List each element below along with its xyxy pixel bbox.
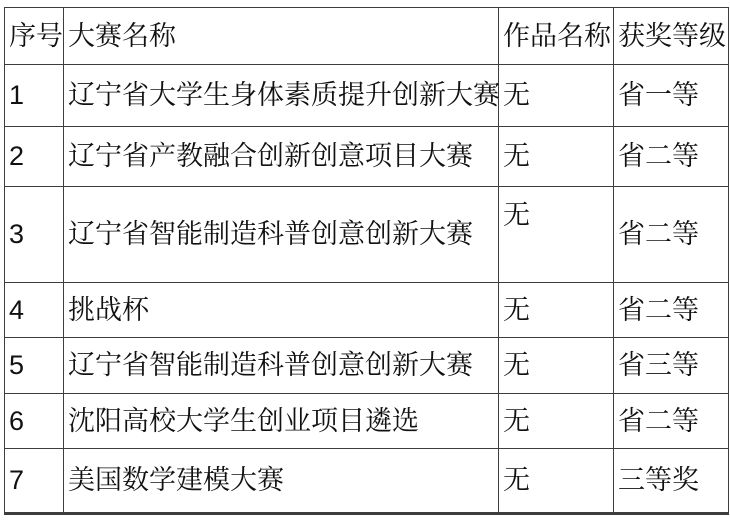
cell-work-name: 无 bbox=[499, 127, 614, 187]
cell-competition-name: 辽宁省产教融合创新创意项目大赛 bbox=[64, 127, 499, 187]
cell-competition-name: 辽宁省智能制造科普创意创新大赛 bbox=[64, 187, 499, 283]
table-row bbox=[5, 187, 729, 283]
header-award-level: 获奖等级 bbox=[614, 8, 729, 65]
cell-work-name: 无 bbox=[499, 283, 614, 338]
cell-competition-name: 辽宁省大学生身体素质提升创新大赛 bbox=[64, 65, 499, 127]
cell-index: 5 bbox=[5, 338, 64, 394]
table-header bbox=[5, 8, 729, 65]
cell-index: 2 bbox=[5, 127, 64, 187]
header-index: 序号 bbox=[5, 8, 64, 65]
table-row bbox=[5, 127, 729, 187]
cell-work-name: 无 bbox=[499, 338, 614, 394]
cell-competition-name: 挑战杯 bbox=[64, 283, 499, 338]
awards-table bbox=[4, 7, 729, 515]
cell-award-level: 省二等 bbox=[614, 394, 729, 449]
cell-index: 3 bbox=[5, 187, 64, 283]
cell-index: 7 bbox=[5, 449, 64, 514]
cell-award-level: 省一等 bbox=[614, 65, 729, 127]
cell-competition-name: 辽宁省智能制造科普创意创新大赛 bbox=[64, 338, 499, 394]
header-row bbox=[5, 8, 729, 65]
header-name: 大赛名称 bbox=[64, 8, 499, 65]
cell-index: 4 bbox=[5, 283, 64, 338]
cell-award-level: 省三等 bbox=[614, 338, 729, 394]
cell-work-name: 无 bbox=[499, 449, 614, 514]
cell-index: 6 bbox=[5, 394, 64, 449]
table-row bbox=[5, 65, 729, 127]
table-body bbox=[5, 65, 729, 514]
cell-award-level: 省二等 bbox=[614, 283, 729, 338]
cell-award-level: 省二等 bbox=[614, 127, 729, 187]
cell-work-name: 无 bbox=[499, 187, 614, 283]
cell-index: 1 bbox=[5, 65, 64, 127]
cell-award-level: 省二等 bbox=[614, 187, 729, 283]
table-row bbox=[5, 338, 729, 394]
cell-award-level: 三等奖 bbox=[614, 449, 729, 514]
table-row bbox=[5, 283, 729, 338]
cell-competition-name: 沈阳高校大学生创业项目遴选 bbox=[64, 394, 499, 449]
header-work-name: 作品名称 bbox=[499, 8, 614, 65]
cell-competition-name: 美国数学建模大赛 bbox=[64, 449, 499, 514]
cell-work-name: 无 bbox=[499, 65, 614, 127]
table-row bbox=[5, 449, 729, 514]
table-row bbox=[5, 394, 729, 449]
cell-work-name: 无 bbox=[499, 394, 614, 449]
